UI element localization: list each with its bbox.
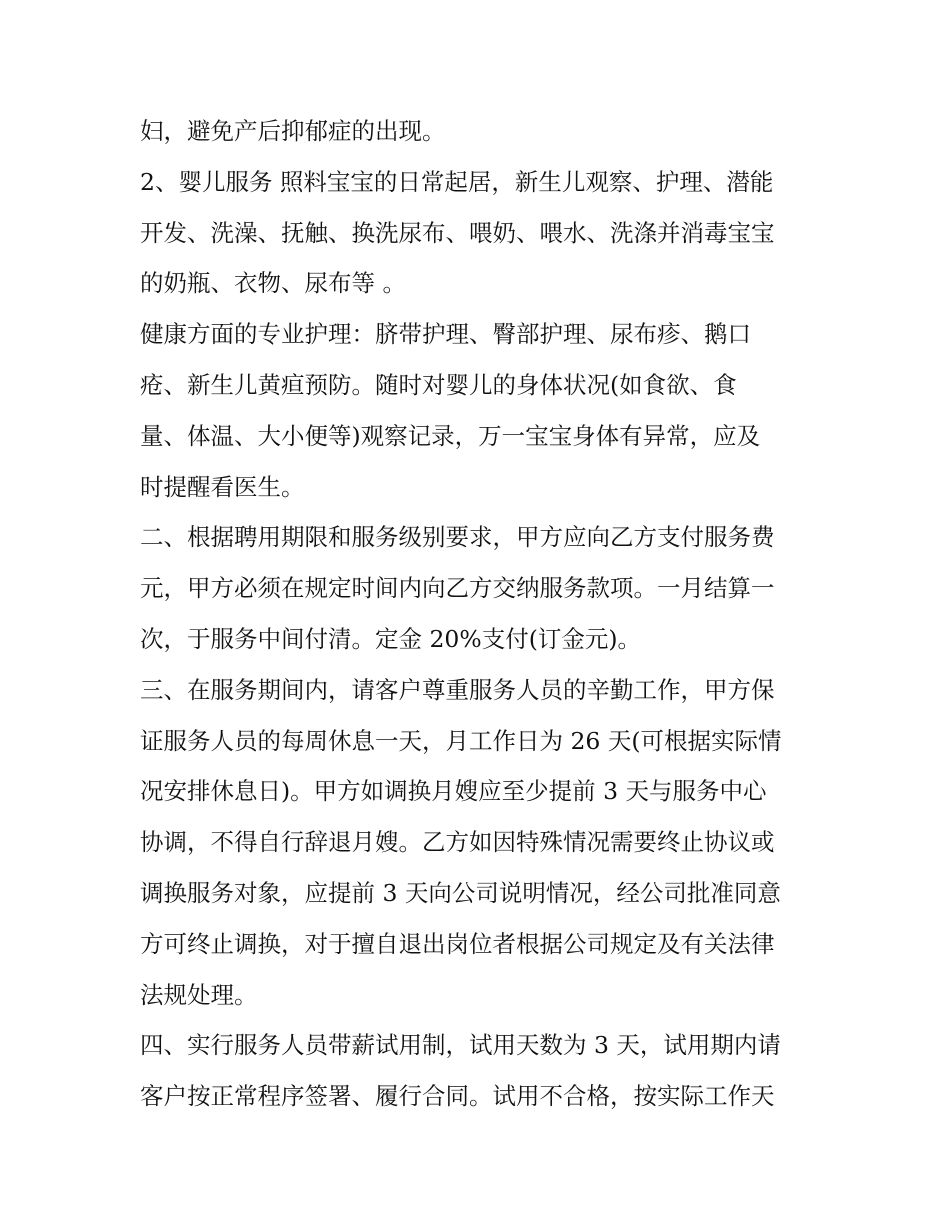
- text-line: 的奶瓶、衣物、尿布等 。: [140, 269, 406, 298]
- text-line: 证服务人员的每周休息一天，月工作日为 26 天(可根据实际情: [140, 726, 782, 755]
- text-line: 时提醒看医生。: [140, 472, 305, 501]
- text-line: 况安排休息日)。甲方如调换月嫂应至少提前 3 天与服务中心: [140, 777, 767, 806]
- text-line: 协调，不得自行辞退月嫂。乙方如因特殊情况需要终止协议或: [140, 828, 775, 857]
- document-body: [140, 106, 820, 1122]
- text-line: 健康方面的专业护理：脐带护理、臀部护理、尿布疹、鹅口: [140, 320, 751, 349]
- text-line: 量、体温、大小便等)观察记录，万一宝宝身体有异常，应及: [140, 421, 761, 450]
- text-line: 四、实行服务人员带薪试用制，试用天数为 3 天，试用期内请: [140, 1031, 781, 1060]
- text-line: 元，甲方必须在规定时间内向乙方交纳服务款项。一月结算一: [140, 574, 775, 603]
- text-line: 妇，避免产后抑郁症的出现。: [140, 117, 446, 145]
- text-line: 调换服务对象，应提前 3 天向公司说明情况，经公司批准同意: [140, 878, 781, 907]
- text-line: 开发、洗澡、抚触、换洗尿布、喂奶、喂水、洗涤并消毒宝宝: [140, 218, 775, 247]
- text-line: 2、婴儿服务 照料宝宝的日常起居，新生儿观察、护理、潜能: [140, 167, 774, 196]
- text-line: 二、根据聘用期限和服务级别要求，甲方应向乙方支付服务费: [140, 523, 775, 552]
- text-line: 次，于服务中间付清。定金 20%支付(订金元)。: [140, 624, 642, 653]
- text-line: 法规处理。: [140, 980, 258, 1009]
- text-line: 疮、新生儿黄疸预防。随时对婴儿的身体状况(如食欲、食: [140, 370, 737, 399]
- text-line: 客户按正常程序签署、履行合同。试用不合格，按实际工作天: [140, 1082, 775, 1111]
- text-line: 方可终止调换，对于擅自退出岗位者根据公司规定及有关法律: [140, 929, 775, 958]
- text-line: 三、在服务期间内，请客户尊重服务人员的辛勤工作，甲方保: [140, 675, 775, 704]
